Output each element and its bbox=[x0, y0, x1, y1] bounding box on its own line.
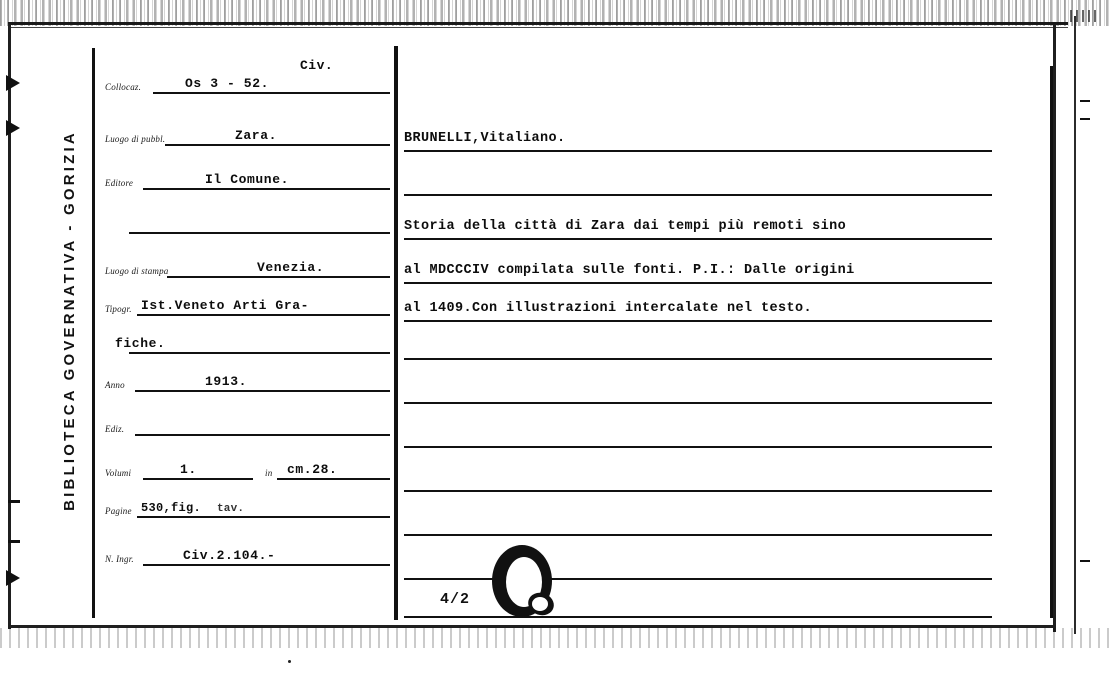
library-stamp bbox=[52, 60, 86, 580]
library-stamp-text: BIBLIOTECA GOVERNATIVA - GORIZIA bbox=[60, 129, 78, 511]
form-row-tipografo-cont[interactable] bbox=[105, 328, 390, 354]
form-value-collocazione: Os 3 - 52. bbox=[185, 76, 270, 91]
scan-top-border bbox=[8, 22, 1068, 25]
form-label-editore: Editore bbox=[105, 178, 134, 188]
entry-rule-7 bbox=[404, 402, 992, 404]
form-row-blank-1[interactable] bbox=[105, 208, 390, 234]
form-rule-edizione bbox=[135, 434, 390, 436]
scan-bottom-noise bbox=[0, 628, 1111, 648]
form-value-pagine-tav: tav. bbox=[217, 503, 245, 515]
card-middle-vertical-rule bbox=[394, 46, 398, 620]
form-label-numero-ingresso: N. Ingr. bbox=[105, 554, 134, 564]
entry-rule-1 bbox=[404, 150, 992, 152]
form-rule-editore bbox=[143, 188, 390, 190]
form-label-luogo-stampa: Luogo di stampa bbox=[105, 266, 169, 276]
form-rule-tipografo bbox=[137, 314, 390, 316]
form-rule-blank-1 bbox=[129, 232, 390, 234]
form-value-tipografo: Ist.Veneto Arti Gra- bbox=[141, 298, 310, 313]
form-label-volumi: Volumi bbox=[105, 468, 132, 478]
form-row-volumi[interactable] bbox=[105, 454, 390, 480]
margin-tick-1 bbox=[8, 500, 20, 503]
entry-author: BRUNELLI,Vitaliano. bbox=[404, 131, 566, 146]
form-value-editore: Il Comune. bbox=[205, 172, 290, 187]
entry-title-line-1: Storia della città di Zara dai tempi più remoti sino bbox=[404, 219, 847, 234]
scan-left-border bbox=[8, 24, 11, 629]
card-right-vertical-rule bbox=[1050, 66, 1053, 618]
form-row-numero-ingresso[interactable] bbox=[105, 540, 390, 566]
margin-arrow-lower bbox=[6, 570, 20, 586]
form-rule-tipografo-cont bbox=[129, 352, 390, 354]
form-label-volumi-formato: in bbox=[265, 468, 273, 478]
entry-rule-6 bbox=[404, 358, 992, 360]
form-row-collocazione[interactable] bbox=[105, 68, 390, 94]
entry-rule-2 bbox=[404, 194, 992, 196]
margin-arrow-mid bbox=[6, 120, 20, 136]
form-rule-luogo-pubblicazione bbox=[165, 144, 390, 146]
form-row-luogo-pubblicazione[interactable] bbox=[105, 120, 390, 146]
scan-top-border-secondary bbox=[8, 27, 1068, 28]
form-value-volumi: 1. bbox=[180, 462, 197, 477]
ink-stamp-blob bbox=[492, 545, 558, 619]
form-label-pagine: Pagine bbox=[105, 506, 132, 516]
entry-title-line-2: al MDCCCIV compilata sulle fonti. P.I.: Dalle origini bbox=[404, 263, 855, 278]
form-rule-anno bbox=[135, 390, 390, 392]
form-row-edizione[interactable] bbox=[105, 410, 390, 436]
entry-rule-3 bbox=[404, 238, 992, 240]
margin-tick-2 bbox=[8, 540, 20, 543]
form-label-collocazione: Collocaz. bbox=[105, 82, 142, 92]
form-rule-collocazione bbox=[153, 92, 390, 94]
form-row-editore[interactable] bbox=[105, 164, 390, 190]
form-label-anno: Anno bbox=[105, 380, 125, 390]
form-row-tipografo[interactable] bbox=[105, 290, 390, 316]
form-value-luogo-pubblicazione: Zara. bbox=[235, 128, 278, 143]
form-rule-luogo-stampa bbox=[167, 276, 390, 278]
form-rule-volumi-a bbox=[143, 478, 253, 480]
entry-rule-8 bbox=[404, 446, 992, 448]
form-label-edizione: Ediz. bbox=[105, 424, 125, 434]
scan-corner-mark bbox=[1070, 10, 1100, 22]
stamp-code: 4/2 bbox=[440, 591, 471, 608]
form-value-luogo-stampa: Venezia. bbox=[257, 260, 325, 275]
card-left-vertical-rule bbox=[92, 48, 95, 618]
right-margin-tick-2 bbox=[1080, 118, 1090, 120]
form-rule-volumi-b bbox=[277, 478, 390, 480]
form-row-anno[interactable] bbox=[105, 366, 390, 392]
form-row-pagine[interactable] bbox=[105, 492, 390, 518]
entry-rule-5 bbox=[404, 320, 992, 322]
form-value-numero-ingresso: Civ.2.104.- bbox=[183, 548, 276, 563]
scan-speck bbox=[288, 660, 291, 663]
form-label-tipografo: Tipogr. bbox=[105, 304, 132, 314]
superscript-note: Civ. bbox=[300, 58, 334, 73]
form-rule-numero-ingresso bbox=[143, 564, 390, 566]
ink-stamp-tail-inner bbox=[532, 597, 548, 611]
entry-title-line-3: al 1409.Con illustrazioni intercalate nel testo. bbox=[404, 301, 813, 316]
form-value-tipografo-cont: fiche. bbox=[115, 336, 166, 351]
form-row-luogo-stampa[interactable] bbox=[105, 252, 390, 278]
entry-rule-4 bbox=[404, 282, 992, 284]
right-margin-tick-3 bbox=[1080, 560, 1090, 562]
entry-rule-10 bbox=[404, 534, 992, 536]
right-margin-tick-1 bbox=[1080, 100, 1090, 102]
form-rule-pagine bbox=[137, 516, 390, 518]
form-value-anno: 1913. bbox=[205, 374, 248, 389]
scan-right-border-secondary bbox=[1074, 16, 1076, 634]
form-label-luogo-pubblicazione: Luogo di pubbl. bbox=[105, 134, 166, 144]
entry-rule-9 bbox=[404, 490, 992, 492]
form-value-volumi-formato: cm.28. bbox=[287, 462, 338, 477]
margin-arrow-top bbox=[6, 75, 20, 91]
scan-right-border bbox=[1053, 24, 1056, 632]
form-value-pagine: 530,fig. bbox=[141, 501, 202, 515]
